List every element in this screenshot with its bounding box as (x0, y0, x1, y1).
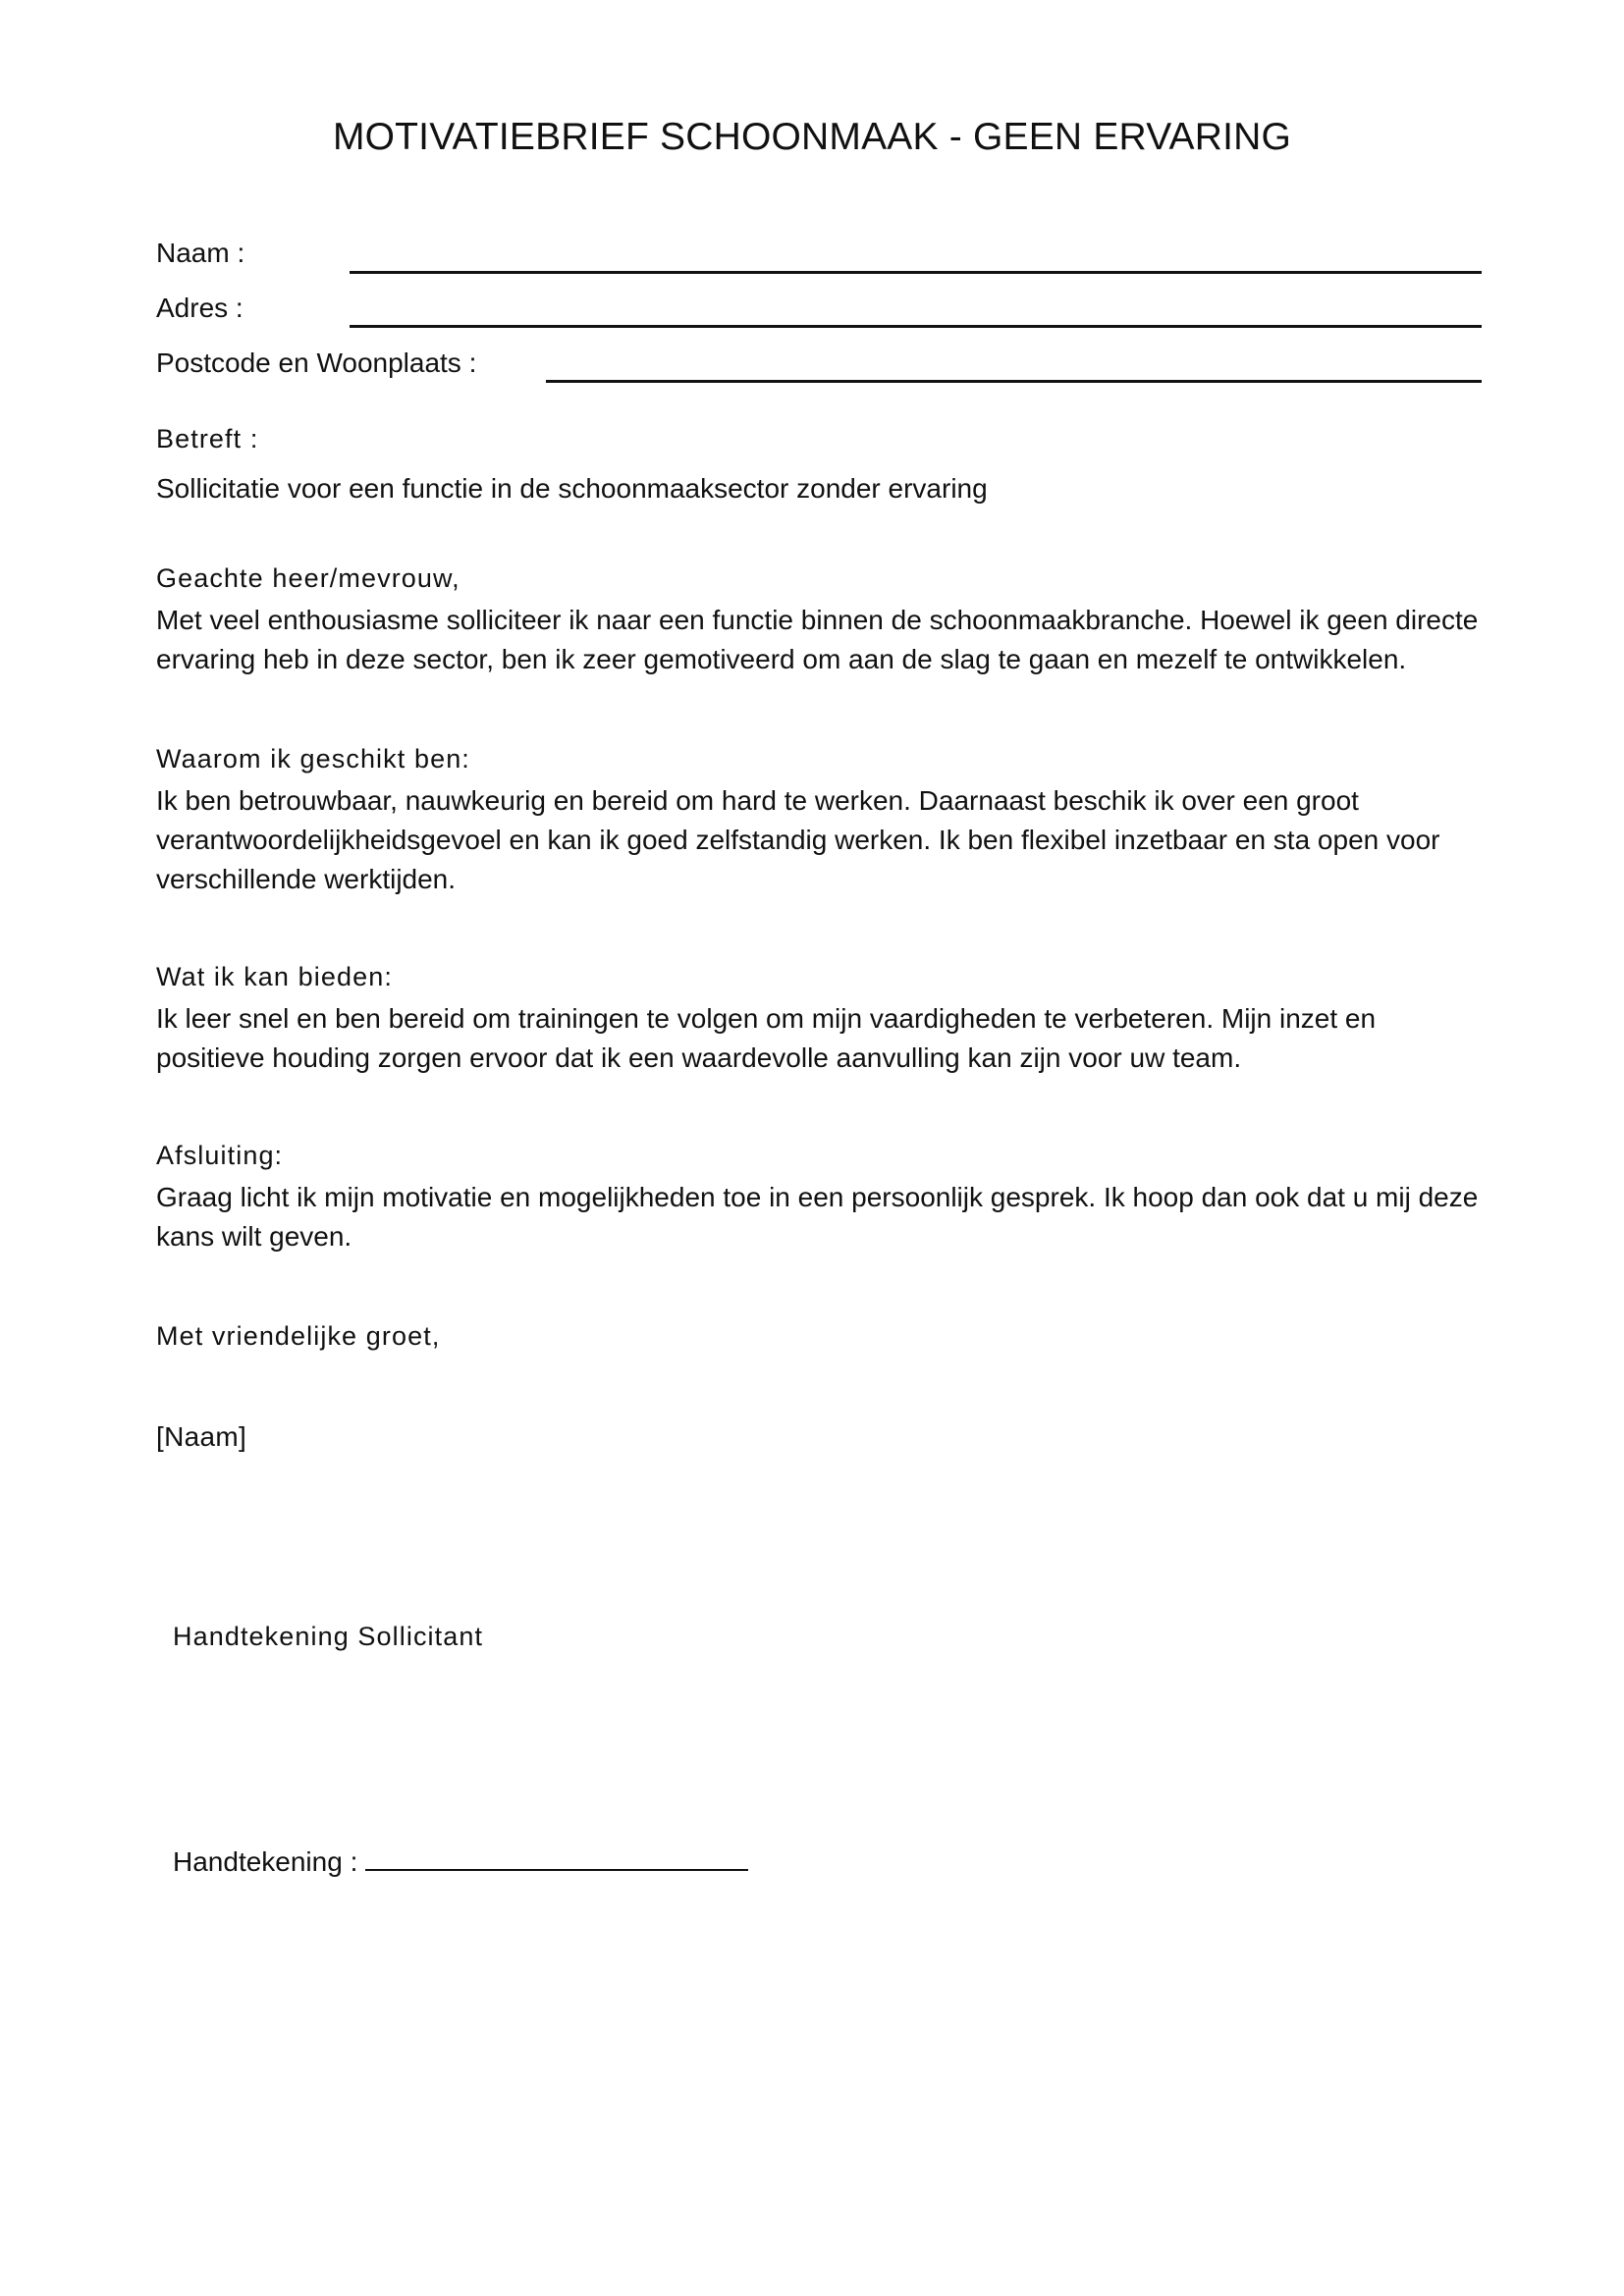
offer-heading: Wat ik kan bieden: (156, 962, 393, 991)
signature-line[interactable] (365, 1842, 748, 1871)
naam-line[interactable] (350, 271, 1482, 274)
postcode-label: Postcode en Woonplaats : (156, 347, 477, 378)
closing-heading: Afsluiting: (156, 1141, 284, 1170)
betreft-label: Betreft : (156, 424, 259, 454)
suitable-paragraph: Ik ben betrouwbaar, nauwkeurig en bereid om hard te werken. Daarnaast beschik ik over een groot verantwoordelijkheidsgevoel en kan ik goed zelfstandig werken. Ik ben flexibel inzetbaar en sta open voor verschillende werktijden. (156, 785, 1440, 894)
signature-heading: Handtekening Sollicitant (173, 1622, 484, 1651)
closing-phrase: Met vriendelijke groet, (156, 1321, 441, 1351)
greeting: Geachte heer/mevrouw, (156, 563, 460, 593)
signature-label: Handtekening : (173, 1846, 358, 1877)
suitable-heading: Waarom ik geschikt ben: (156, 744, 470, 774)
signature-field (173, 1842, 748, 1878)
postcode-field (156, 347, 1482, 387)
postcode-line[interactable] (546, 380, 1482, 383)
name-placeholder: [Naam] (156, 1421, 247, 1452)
adres-label: Adres : (156, 293, 244, 323)
document-title: MOTIVATIEBRIEF SCHOONMAAK - GEEN ERVARING (332, 116, 1292, 158)
closing-paragraph: Graag licht ik mijn motivatie en mogelijkheden toe in een persoonlijk gesprek. Ik hoop dan ook dat u mij deze kans wilt geven. (156, 1182, 1479, 1252)
offer-paragraph: Ik leer snel en ben bereid om trainingen te volgen om mijn vaardigheden te verbeteren. Mijn inzet en positieve houding zorgen ervoor dat ik een waardevolle aanvulling kan zijn voor uw team. (156, 1003, 1377, 1073)
adres-line[interactable] (350, 325, 1482, 328)
naam-label: Naam : (156, 238, 245, 268)
intro-paragraph: Met veel enthousiasme solliciteer ik naar een functie binnen de schoonmaakbranche. Hoewel ik geen directe ervaring heb in deze sector, ben ik zeer gemotiveerd om aan de slag te gaan en mezelf te ontwikkelen. (156, 605, 1479, 674)
adres-field (156, 293, 1482, 332)
betreft-text: Sollicitatie voor een functie in de schoonmaaksector zonder ervaring (156, 473, 988, 504)
naam-field (156, 238, 1482, 277)
